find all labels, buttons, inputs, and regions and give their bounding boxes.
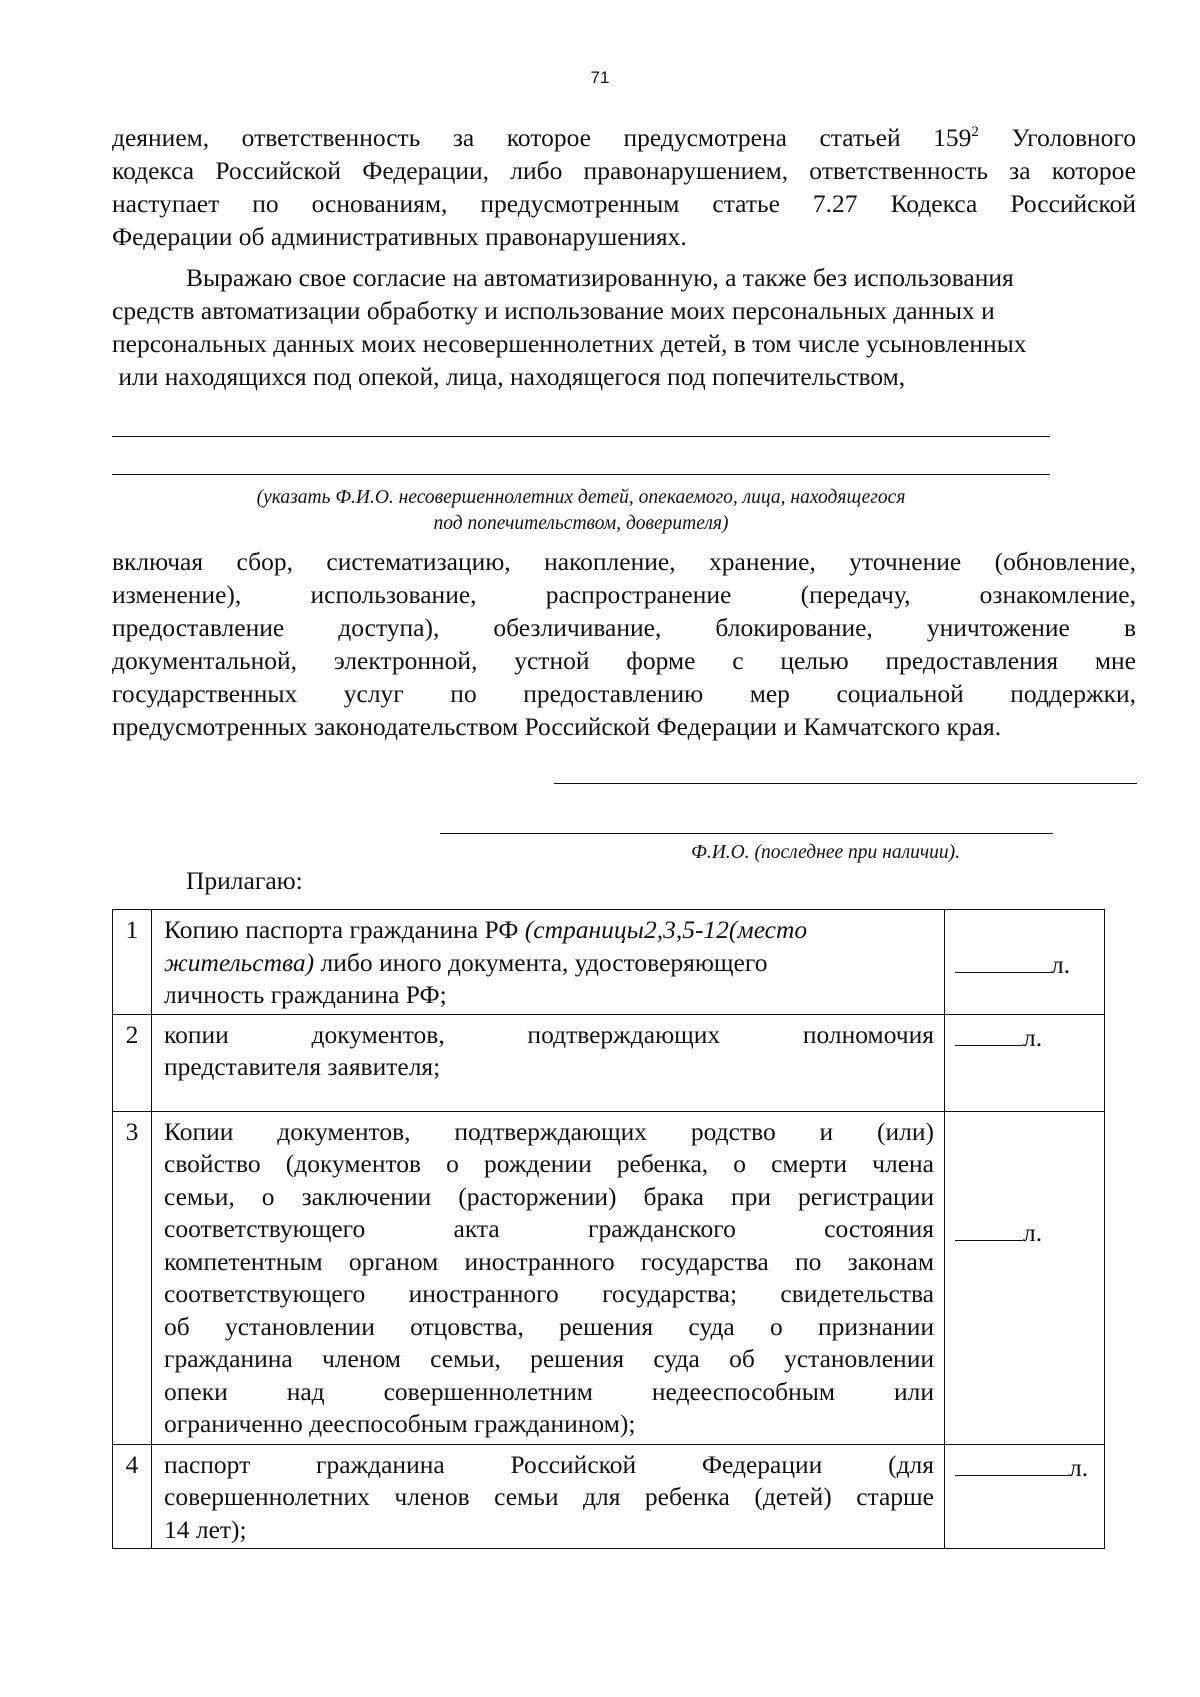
description-line: соответствующего иностранного государства; свидетельства: [164, 1279, 934, 1308]
row-description: [152, 1111, 945, 1444]
page-number: 71: [590, 68, 610, 87]
paragraph-line: государственных услуг по предоставлению мер социальной поддержки,: [112, 679, 1136, 708]
text-fragment: либо иного документа, удостоверяющего: [314, 947, 768, 977]
paragraph-line: Федерации об административных правонарушениях.: [112, 222, 687, 251]
children-name-hint: [112, 485, 1050, 537]
row-pages: [945, 1014, 1105, 1111]
paragraph-line: Выражаю свое согласие на автоматизированную, а также без использования: [186, 263, 1014, 292]
table-row: [113, 1444, 1105, 1549]
table-row: [113, 910, 1105, 1015]
row-description: [152, 1444, 945, 1549]
pages-count: [955, 1019, 1042, 1055]
pages-suffix: л.: [1051, 950, 1071, 979]
processing-paragraph: [112, 545, 1136, 743]
description-line: ограниченно дееспособным гражданином);: [164, 1409, 636, 1438]
row-pages: [945, 1444, 1105, 1549]
paragraph-line: предоставление доступа), обезличивание, блокирование, уничтожение в: [112, 613, 1136, 642]
paragraph-line: предусмотренных законодательством Российской Федерации и Камчатского края.: [112, 712, 1002, 741]
attach-heading: Прилагаю:: [186, 866, 303, 895]
description-line: совершеннолетних членов семьи для ребенка (детей) старше: [164, 1482, 934, 1511]
paragraph-line: средств автоматизации обработку и использование моих персональных данных и: [112, 296, 995, 325]
row-number: 4: [113, 1444, 152, 1549]
paragraph-line: или находящихся под опекой, лица, находящегося под попечительством,: [112, 362, 906, 391]
paragraph-line: документальной, электронной, устной форме с целью предоставления мне: [112, 646, 1136, 675]
paragraph-line: кодекса Российской Федерации, либо правонарушением, ответственность за которое: [112, 156, 1136, 185]
children-name-fill-line-2[interactable]: [112, 474, 1050, 475]
paragraph-line: наступает по основаниям, предусмотренным статье 7.27 Кодекса Российской: [112, 189, 1136, 218]
hint-line: под попечительством, доверителя): [433, 513, 729, 534]
pages-count: [955, 1214, 1042, 1250]
description-line: 14 лет);: [164, 1514, 247, 1544]
description-line: компетентным органом иностранного государства по законам: [164, 1246, 934, 1276]
pages-blank[interactable]: [955, 1214, 1023, 1241]
pages-count: [955, 1449, 1088, 1485]
description-line: представителя заявителя;: [164, 1052, 441, 1081]
description-line: личность гражданина РФ;: [164, 980, 447, 1009]
paragraph-line: [112, 121, 1136, 154]
signature-fill-line[interactable]: [554, 783, 1137, 784]
description-line: свойство (документов о рождении ребенка, о смерти члена: [164, 1149, 934, 1178]
pages-blank[interactable]: [955, 946, 1051, 973]
pages-blank[interactable]: [955, 1019, 1023, 1046]
superscript-2: 2: [971, 124, 979, 140]
row-description: [152, 910, 945, 1015]
attachments-table: [112, 909, 1105, 1549]
description-line: опеки над совершеннолетним недееспособным или: [164, 1376, 934, 1406]
description-line: об установлении отцовства, решения суда о признании: [164, 1311, 934, 1341]
row-number: 3: [113, 1111, 152, 1444]
pages-suffix: л.: [1023, 1022, 1043, 1052]
text-fragment: жительства): [164, 947, 315, 977]
table-row: [113, 1111, 1105, 1444]
description-line: копии документов, подтверждающих полномочия: [164, 1019, 934, 1049]
text-fragment: (страницы2,3,5-12(место: [524, 915, 808, 944]
pages-blank[interactable]: [955, 1449, 1069, 1476]
pages-suffix: л.: [1069, 1452, 1089, 1482]
paragraph-line: персональных данных моих несовершеннолетних детей, в том числе усыновленных: [112, 329, 1027, 358]
description-line: [164, 914, 934, 947]
row-pages: [945, 910, 1105, 1015]
row-number: 2: [113, 1014, 152, 1111]
pages-count: [955, 946, 1070, 982]
paragraph-line: изменение), использование, распространение (передачу, ознакомление,: [112, 580, 1136, 609]
description-line: паспорт гражданина Российской Федерации (для: [164, 1449, 934, 1479]
pages-suffix: л.: [1023, 1217, 1043, 1247]
row-number: 1: [113, 910, 152, 1015]
description-line: гражданина членом семьи, решения суда об установлении: [164, 1344, 934, 1373]
text-fragment: Копию паспорта гражданина РФ: [164, 915, 525, 944]
fio-hint: Ф.И.О. (последнее при наличии).: [691, 842, 960, 863]
paragraph-line: включая сбор, систематизацию, накопление, хранение, уточнение (обновление,: [112, 547, 1136, 576]
description-line: [164, 947, 934, 980]
children-name-fill-line-1[interactable]: [112, 436, 1050, 437]
description-line: Копии документов, подтверждающих родство и (или): [164, 1116, 934, 1146]
description-line: семьи, о заключении (расторжении) брака при регистрации: [164, 1181, 934, 1211]
description-line: соответствующего акта гражданского состояния: [164, 1214, 934, 1243]
row-pages: [945, 1111, 1105, 1444]
fio-fill-line[interactable]: [440, 833, 1053, 834]
consent-paragraph: [112, 261, 1116, 393]
text-fragment: Уголовного: [978, 123, 1136, 152]
text-fragment: деянием, ответственность за которое предусмотрена статьей 159: [112, 123, 972, 152]
liability-paragraph: [112, 121, 1136, 253]
row-description: [152, 1014, 945, 1111]
hint-line: (указать Ф.И.О. несовершеннолетних детей, опекаемого, лица, находящегося: [256, 487, 906, 508]
table-row: [113, 1014, 1105, 1111]
